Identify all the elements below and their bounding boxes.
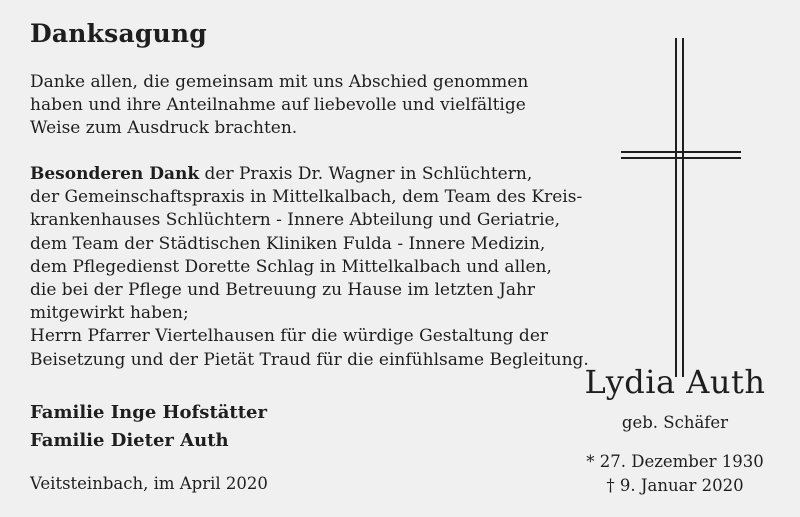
paragraph-line: Danke allen, die gemeinsam mit uns Abschied genommen [30, 72, 529, 92]
heading: Danksagung [30, 19, 207, 48]
paragraph-line: dem Pflegedienst Dorette Schlag in Mittelkalbach und allen, [30, 256, 552, 277]
maiden-name: geb. Schäfer [621, 413, 729, 432]
paragraph-line: mitgewirkt haben; [30, 303, 189, 324]
paragraph-line: haben und ihre Anteilnahme auf liebevolle und vielfältige [30, 95, 526, 116]
cross-icon [615, 35, 745, 380]
life-dates [560, 450, 790, 498]
paragraph-line: dem Team der Städtischen Kliniken Fulda - Innere Medizin, [30, 233, 546, 254]
family-name: Familie Dieter Auth [30, 430, 229, 451]
deceased-name: Lydia Auth [584, 363, 766, 401]
paragraph-line: Herrn Pfarrer Viertelhausen für die würdige Gestaltung der [30, 326, 549, 347]
paragraph-line: Weise zum Ausdruck brachten. [30, 118, 298, 139]
paragraph-line [30, 163, 550, 186]
birth-date: * 27. Dezember 1930 [586, 452, 764, 471]
paragraph-line: krankenhauses Schlüchtern - Innere Abteilung und Geriatrie, [30, 210, 561, 231]
family-name: Familie Inge Hofstätter [30, 402, 267, 423]
paragraph-thanks [30, 71, 550, 141]
paragraph-line: Beisetzung und der Pietät Traud für die einfühlsame Begleitung. [30, 349, 589, 370]
place-date: Veitsteinbach, im April 2020 [30, 474, 268, 493]
family-signatures [30, 399, 267, 455]
death-date: † 9. Januar 2020 [606, 476, 744, 495]
paragraph-special-thanks [30, 163, 589, 372]
special-thanks-lead-rest: der Praxis Dr. Wagner in Schlüchtern, [199, 164, 533, 184]
paragraph-line: die bei der Pflege und Betreuung zu Hause im letzten Jahr [30, 280, 536, 301]
paragraph-line: der Gemeinschaftspraxis in Mittelkalbach, dem Team des Kreis- [30, 187, 583, 208]
special-thanks-lead: Besonderen Dank [30, 164, 200, 184]
